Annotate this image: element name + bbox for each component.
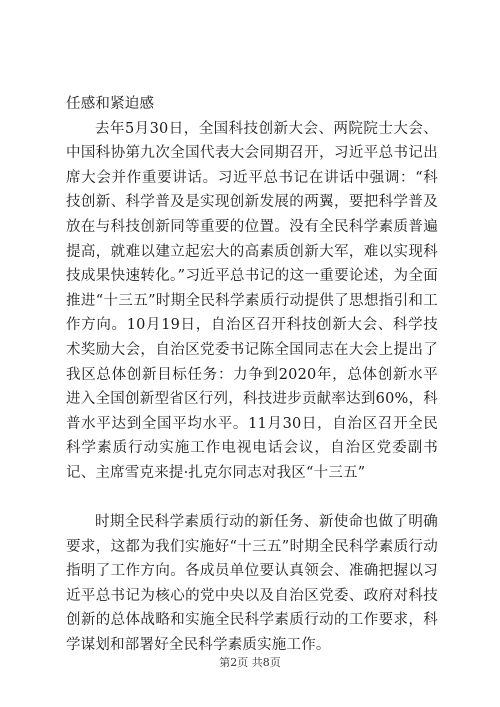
document-body (66, 92, 438, 658)
paragraph-spacer (66, 486, 438, 511)
page-number-footer: 第2页 共8页 (219, 656, 281, 669)
paragraph-science-conference: 去年5月30日，全国科技创新大会、两院院士大会、中国科协第九次全国代表大会同期召开，习近平总书记出席大会并作重要讲话。习近平总书记在讲话中强调：“科技创新、科学普及是实现创新发展的两翼，要把科学普及放在与科技创新同等重要的位置。没有全民科学素质普遍提高，就难以建立起宏大的高素质创新大军，难以实现科技成果快速转化。”习近平总书记的这一重要论述，为全面推进“十三五”时期全民科学素质行动提供了思想指引和工作方向。10月19日，自治区召开科技创新大会、科学技术奖励大会，自治区党委书记陈全国同志在大会上提出了我区总体创新目标任务：力争到2020年，总体创新水平进入全国创新型省区行列，科技进步贡献率达到60%，科普水平达到全国平均水平。11月30日，自治区召开全民科学素质行动实施工作电视电话会议，自治区党委副书记、主席雪克来提·扎克尔同志对我区“十三五” (66, 120, 438, 481)
paragraph-new-tasks: 时期全民科学素质行动的新任务、新使命也做了明确要求，这都为我们实施好“十三五”时期全民科学素质行动指明了工作方向。各成员单位要认真领会、准确把握以习近平总书记为核心的党中央以及自治区党委、政府对科技创新的总体战略和实施全民科学素质行动的工作要求，科学谋划和部署好全民科学素质实施工作。 (66, 514, 438, 654)
paragraph-continuation: 任感和紧迫感 (66, 96, 155, 112)
